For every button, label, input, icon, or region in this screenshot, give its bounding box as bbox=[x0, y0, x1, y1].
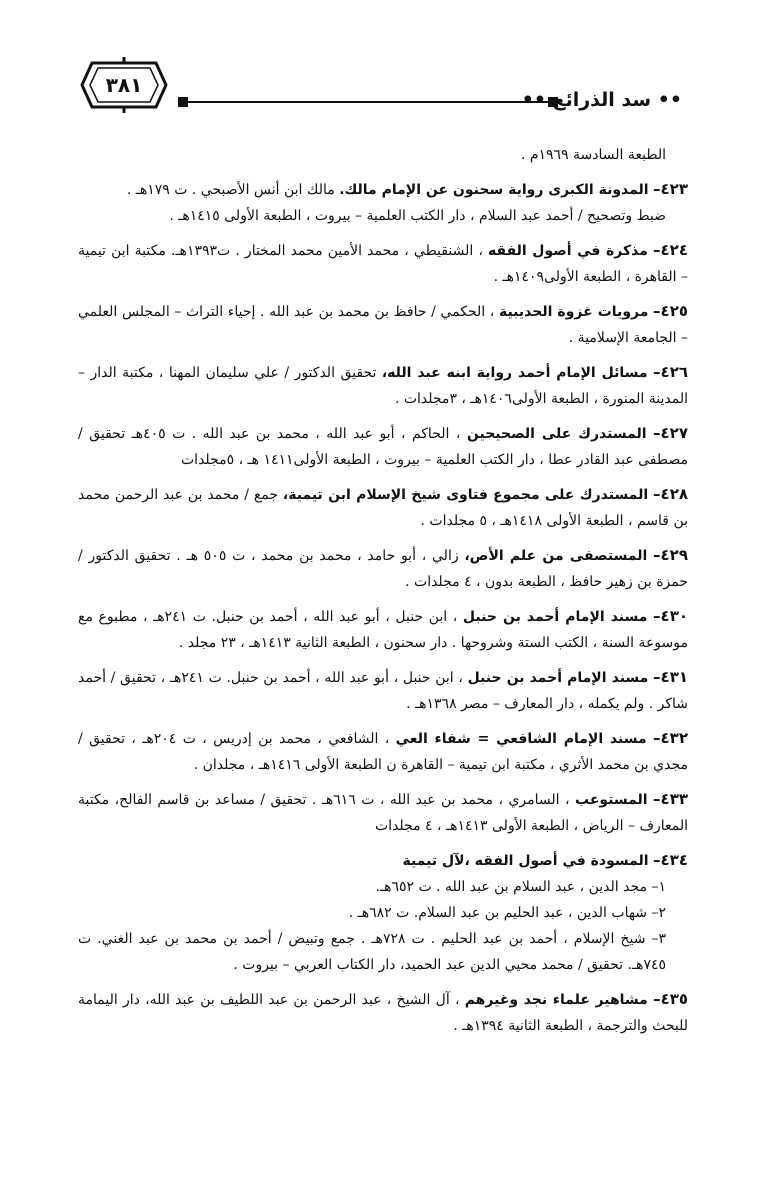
bibliography-entry bbox=[78, 542, 688, 595]
header-rule bbox=[178, 95, 558, 111]
bibliography-entry bbox=[78, 603, 688, 656]
page-header bbox=[78, 55, 682, 115]
entry-continuation: ضبط وتصحيح / أحمد عبد السلام ، دار الكتب العلمية – بيروت ، الطبعة الأولى ١٤١٥هـ . bbox=[169, 208, 666, 224]
bibliography-entry bbox=[78, 420, 688, 473]
entry-number: ٤٣٣– bbox=[653, 790, 689, 808]
continuation-line: الطبعة السادسة ١٩٦٩م . bbox=[520, 147, 666, 163]
entry-title: المدونة الكبرى رواية سحنون عن الإمام مالك. bbox=[339, 182, 649, 198]
entry-text: ، الشافعي ، محمد بن إدريس ، ت ٢٠٤هـ ، تحقيق / مجدي بن محمد الأثري ، مكتبة ابن تيمية – القاهرة ن الطبعة الأولى ١٤١٦هـ ، مجلدان . bbox=[78, 731, 688, 773]
sub-list bbox=[78, 874, 688, 978]
bibliography-entry bbox=[78, 298, 688, 351]
entry-number: ٤٢٥– bbox=[653, 302, 689, 320]
bibliography-entry bbox=[78, 664, 688, 717]
bibliography-entry bbox=[78, 481, 688, 534]
entry-text: زالي ، أبو حامد ، محمد بن محمد ، ت ٥٠٥ هـ . تحقيق الدكتور / حمزة بن زهير حافظ ، الطبعة بدون ، ٤ مجلدات . bbox=[78, 548, 688, 590]
sub-item: ٢– شهاب الدين ، عبد الحليم بن عبد السلام. ت ٦٨٢هـ . bbox=[348, 905, 666, 921]
entry-text: جمع / محمد بن عبد الرحمن محمد بن قاسم ، الطبعة الأولى ١٤١٨هـ ، ٥ مجلدات . bbox=[78, 487, 688, 529]
entry-title: مسند الإمام أحمد بن حنبل bbox=[467, 670, 649, 686]
entry-text: تحقيق الدكتور / علي سليمان المهنا ، مكتبة الدار –المدينة المنورة ، الطبعة الأولى١٤٠٦هـ ، ٣مجلدات . bbox=[78, 365, 688, 407]
entry-title: مسائل الإمام أحمد رواية ابنه عبد الله، bbox=[381, 365, 648, 381]
entry-number: ٤٣٤– bbox=[653, 851, 688, 869]
page-number: ٣٨١ bbox=[105, 73, 143, 97]
entry-text: ، آل الشيخ ، عبد الرحمن بن عبد اللطيف بن عبد الله، دار اليمامة للبحث والترجمة ، الطبعة الثانية ١٣٩٤هـ . bbox=[78, 992, 688, 1034]
entry-title: المسودة في أصول الفقه ،لآل تيمية bbox=[402, 853, 649, 869]
entry-number: ٤٢٦– bbox=[653, 363, 689, 381]
bibliography-list bbox=[78, 142, 688, 1047]
entry-text: مالك ابن أنس الأصبحي . ت ١٧٩هـ . bbox=[126, 182, 335, 198]
entry-number: ٤٢٨– bbox=[653, 485, 689, 503]
bibliography-entry bbox=[78, 725, 688, 778]
entry-text: ، الحاكم ، أبو عبد الله ، محمد بن عبد الله . ت ٤٠٥هـ تحقيق / مصطفى عبد القادر عطا ، دار الكتب العلمية – بيروت ، الطبعة الأولى١٤١١ هـ ، ٥مجلدات bbox=[78, 426, 688, 468]
running-title: •• سد الذرائع •• bbox=[521, 89, 682, 111]
bibliography-entry bbox=[78, 986, 688, 1039]
entry-number: ٤٣٠– bbox=[653, 607, 689, 625]
entry-title: مذكرة في أصول الفقه bbox=[488, 243, 648, 259]
bibliography-entry bbox=[78, 786, 688, 839]
entry-number: ٤٢٤– bbox=[653, 241, 688, 259]
entry-text: ، الحكمي / حافظ بن محمد بن عبد الله . إحياء التراث – المجلس العلمي – الجامعة الإسلامية . bbox=[78, 304, 688, 346]
bibliography-entry bbox=[78, 359, 688, 412]
bibliography-entry bbox=[78, 176, 688, 229]
entry-text: ، ابن حنبل ، أبو عبد الله ، أحمد بن حنبل. ت ٢٤١هـ ، مطبوع مع موسوعة السنة ، الكتب الستة وشروحها . دار سحنون ، الطبعة الثانية ١٤١٣هـ ، ٢٣ مجلد . bbox=[78, 609, 688, 651]
entry-title: مرويات غزوة الحديبية bbox=[498, 304, 649, 320]
sub-item: ٣– شيخ الإسلام ، أحمد بن عبد الحليم . ت ٧٢٨هـ . جمع وتبيض / أحمد بن محمد بن عبد الغني. ت ٧٤٥هـ. تحقيق / محمد محيي الدين عبد الحميد، دار الكتاب العربي – بيروت . bbox=[78, 931, 666, 973]
rule-line bbox=[186, 101, 550, 103]
bibliography-entry bbox=[78, 847, 688, 978]
entry-title: المستصفى من علم الأص، bbox=[464, 548, 648, 564]
entry-title: مشاهير علماء نجد وغيرهم bbox=[464, 992, 648, 1008]
entry-number: ٤٢٧– bbox=[653, 424, 688, 442]
entry-number: ٤٣٥– bbox=[653, 990, 689, 1008]
entry-number: ٤٣٢– bbox=[653, 729, 688, 747]
entry-text: ، الشنقيطي ، محمد الأمين محمد المختار . ت١٣٩٣هـ. مكتبة ابن تيمية – القاهرة ، الطبعة الأولى١٤٠٩هـ . bbox=[78, 243, 688, 285]
entry-title: المستدرك على الصحيحين bbox=[466, 426, 647, 442]
entry-title: مسند الإمام الشافعي = شفاء العي bbox=[395, 731, 647, 747]
bibliography-entry bbox=[78, 237, 688, 290]
sub-item: ١– مجد الدين ، عبد السلام بن عبد الله . ت ٦٥٢هـ. bbox=[375, 879, 666, 895]
entry-number: ٤٣١– bbox=[653, 668, 689, 686]
entry-text: ، ابن حنبل ، أبو عبد الله ، أحمد بن حنبل. ت ٢٤١هـ ، تحقيق / أحمد شاكر . ولم يكمله ، دار المعارف – مصر ١٣٦٨هـ . bbox=[78, 670, 688, 712]
entry-text: ، السامري ، محمد بن عبد الله ، ت ٦١٦هـ . تحقيق / مساعد بن قاسم الفالح، مكتبة المعارف – الرياض ، الطبعة الأولى ١٤١٣هـ ، ٤ مجلدات bbox=[78, 792, 688, 834]
entry-title: المستدرك على مجموع فتاوى شيخ الإسلام ابن تيمية، bbox=[282, 487, 649, 503]
page-number-ornament bbox=[78, 55, 170, 115]
entry-number: ٤٢٣– bbox=[653, 180, 688, 198]
entry-title: المستوعب bbox=[575, 792, 648, 808]
entry-title: مسند الإمام أحمد بن حنبل bbox=[462, 609, 648, 625]
entry-number: ٤٢٩– bbox=[653, 546, 688, 564]
